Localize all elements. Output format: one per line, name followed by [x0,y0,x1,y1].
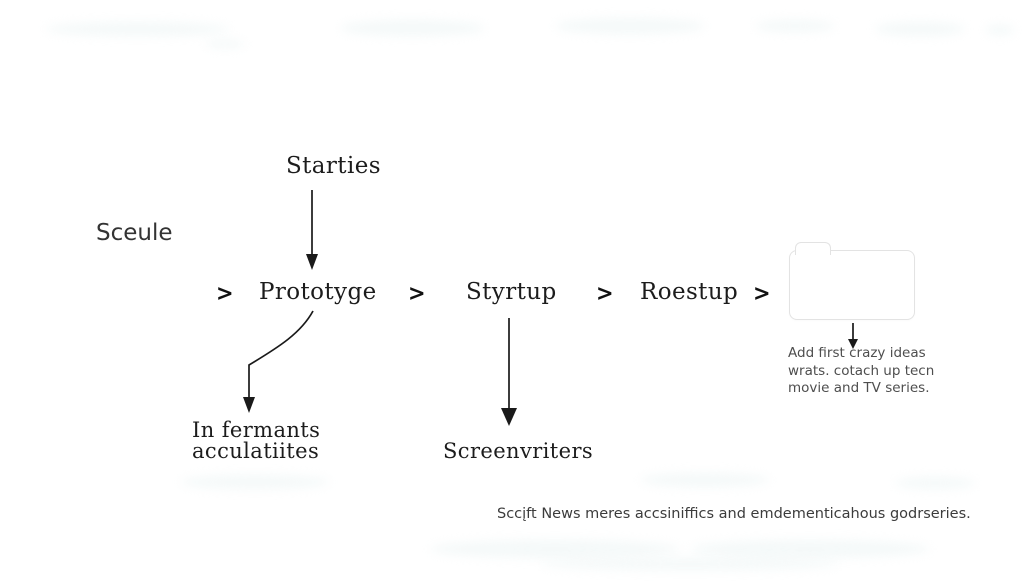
ghost-artifact [180,475,330,489]
chevron-right-icon: > [408,280,426,306]
arrow-prototyge-to-fermants-icon [235,307,325,419]
folder-tab [795,242,831,255]
branch-label-line: In fermants [192,418,321,442]
folder-caption-line: movie and TV series. [788,380,930,396]
ghost-artifact [985,25,1015,35]
branch-label-fermants [192,420,320,462]
flow-step-styrtup: Styrtup [466,279,557,305]
flow-step-roestup: Roestup [640,279,739,305]
folder-caption-line: wrats. cotach up tecn [788,362,935,379]
chevron-right-icon: > [596,280,614,306]
branch-label-screenvriters: Screenvriters [443,439,594,463]
chevron-right-icon: > [216,280,234,306]
branch-label-line: acculatiites [192,439,320,463]
chevron-right-icon: > [753,280,771,306]
ghost-artifact [205,40,245,48]
arrow-starties-to-prototyge-icon [300,188,324,274]
ghost-artifact [430,540,680,558]
ghost-artifact [690,540,930,558]
side-label-sceule: Sceule [96,220,173,246]
ghost-artifact [540,558,840,570]
ghost-artifact [895,477,975,489]
flow-step-prototyge: Prototyge [259,279,377,305]
folder-caption [788,345,934,398]
ghost-artifact [340,20,485,36]
ghost-artifact [875,22,965,36]
folder-caption-line: Add first crazy ideas [788,345,926,361]
footer-caption: Sccįft News meres accsiniffics and emdementicahous godrseries. [497,506,971,522]
ghost-artifact [555,18,705,34]
ghost-artifact [755,20,835,32]
ghost-artifact [45,22,230,36]
ghost-artifact [640,473,770,487]
arrow-styrtup-to-screenvriters-icon [497,318,521,430]
folder-node [789,250,915,320]
node-label-starties: Starties [286,153,381,179]
